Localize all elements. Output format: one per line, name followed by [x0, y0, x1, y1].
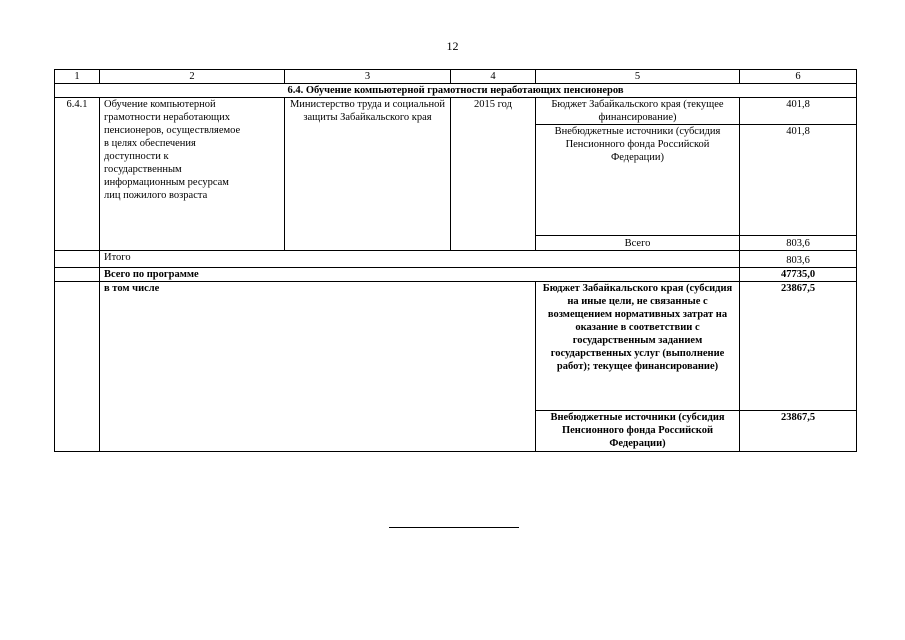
item-row — [55, 98, 857, 125]
program-total-amount: 47735,0 — [740, 268, 857, 282]
including-source-name: Внебюджетные источники (субсидия Пенсионного фонда Российской Федерации) — [536, 411, 740, 452]
itogo-row — [55, 251, 857, 268]
column-number: 2 — [100, 70, 285, 84]
section-title: 6.4. Обучение компьютерной грамотности неработающих пенсионеров — [55, 84, 857, 98]
including-source-name: Бюджет Забайкальского края (субсидия на иные цели, не связанные с возмещением нормативных затрат на оказание в соответствии с государственным заданием государственных услуг (выполнение работ); текущее финансирование) — [536, 282, 740, 411]
item-source-name: Бюджет Забайкальского края (текущее финансирование) — [536, 98, 740, 125]
program-total-label: Всего по программе — [100, 268, 740, 282]
item-description-line: государственным — [104, 164, 182, 175]
footer-rule — [389, 527, 519, 528]
item-description-line: в целях обеспечения — [104, 138, 196, 149]
column-number: 5 — [536, 70, 740, 84]
column-number: 3 — [285, 70, 451, 84]
item-source-amount: 401,8 — [740, 98, 857, 125]
item-description-line: лиц пожилого возраста — [104, 190, 208, 201]
item-executor: Министерство труда и социальной защиты Забайкальского края — [285, 98, 451, 251]
item-total-label: Всего — [536, 236, 740, 251]
item-description — [100, 98, 285, 251]
item-period: 2015 год — [451, 98, 536, 251]
program-table — [54, 69, 857, 452]
including-label: в том числе — [100, 282, 536, 452]
itogo-label: Итого — [100, 251, 740, 268]
program-total-row — [55, 268, 857, 282]
column-number-row — [55, 70, 857, 84]
column-number: 1 — [55, 70, 100, 84]
item-description-line: информационным ресурсам — [104, 177, 229, 188]
item-source-name: Внебюджетные источники (субсидия Пенсионного фонда Российской Федерации) — [536, 125, 740, 236]
column-number: 4 — [451, 70, 536, 84]
item-number: 6.4.1 — [55, 98, 100, 251]
page-number: 12 — [446, 39, 459, 53]
item-description-line: грамотности неработающих — [104, 112, 231, 123]
item-description-line: доступности к — [104, 151, 169, 162]
including-source-amount: 23867,5 — [740, 411, 857, 452]
section-title-row — [55, 84, 857, 98]
column-number: 6 — [740, 70, 857, 84]
item-total-amount: 803,6 — [740, 236, 857, 251]
itogo-amount: 803,6 — [740, 251, 857, 268]
including-row — [55, 282, 857, 411]
including-source-amount: 23867,5 — [740, 282, 857, 411]
item-description-line: пенсионеров, осуществляемое — [104, 125, 241, 136]
item-description-line: Обучение компьютерной — [104, 99, 216, 110]
item-source-amount: 401,8 — [740, 125, 857, 236]
